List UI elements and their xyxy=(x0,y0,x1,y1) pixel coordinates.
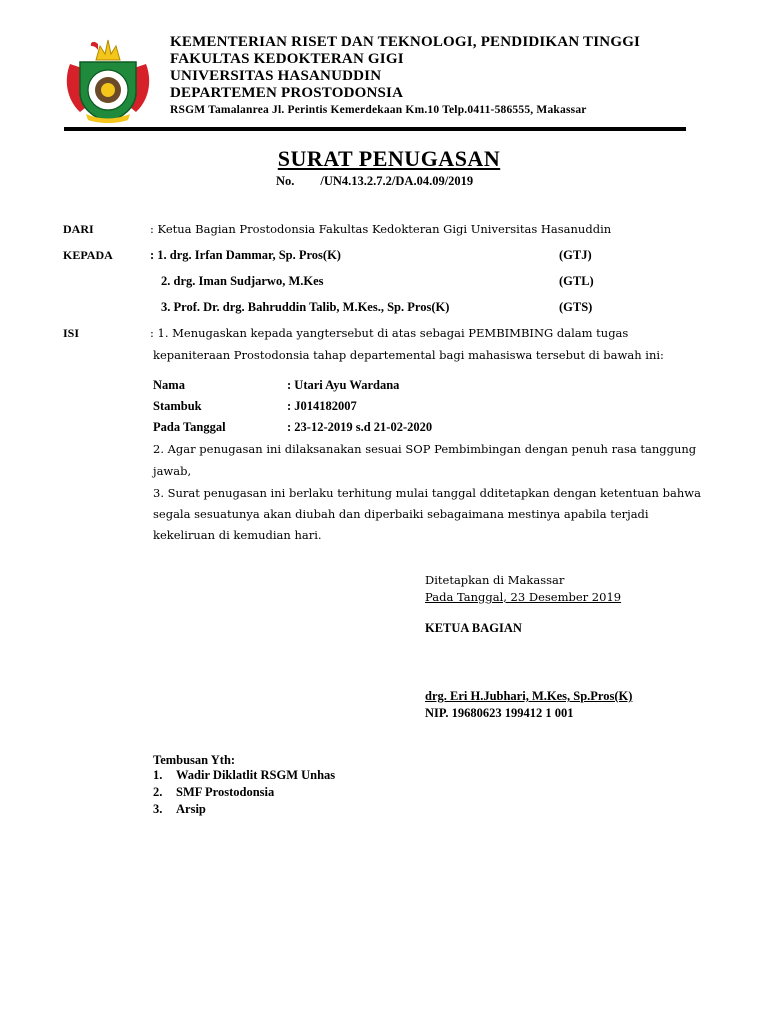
student-id-key: Stambuk xyxy=(153,399,202,413)
tembusan-title: Tembusan Yth: xyxy=(153,753,236,767)
kepada-label: KEPADA xyxy=(63,248,113,262)
isi-point2-line1: 2. Agar penugasan ini dilaksanakan sesuai SOP Pembimbingan dengan penuh rasa tanggung xyxy=(153,442,697,456)
isi-point3-line3: kekeliruan di kemudian hari. xyxy=(153,528,322,542)
header-faculty: FAKULTAS KEDOKTERAN GIGI xyxy=(170,51,404,67)
header-address: RSGM Tamalanrea Jl. Perintis Kemerdekaan Km.10 Telp.0411-586555, Makassar xyxy=(170,104,587,116)
signature-date: Pada Tanggal, 23 Desember 2019 xyxy=(425,590,622,604)
kepada-code-2: (GTL) xyxy=(559,274,594,288)
signatory-nip: NIP. 19680623 199412 1 001 xyxy=(425,706,574,720)
tembusan-num-1: 1. xyxy=(153,768,163,782)
kepada-code-3: (GTS) xyxy=(559,300,593,314)
student-date-key: Pada Tanggal xyxy=(153,420,226,434)
isi-point3-line1: 3. Surat penugasan ini berlaku terhitung mulai tanggal dditetapkan dengan ketentuan bahwa xyxy=(153,486,701,500)
signature-role: KETUA BAGIAN xyxy=(425,621,522,635)
document-title: SURAT PENUGASAN xyxy=(277,146,501,171)
tembusan-item-2: SMF Prostodonsia xyxy=(176,785,275,799)
header-divider xyxy=(64,127,686,131)
dari-label: DARI xyxy=(63,222,94,236)
tembusan-item-3: Arsip xyxy=(176,802,206,816)
kepada-item-3: 3. Prof. Dr. drg. Bahruddin Talib, M.Kes., Sp. Pros(K) xyxy=(161,300,450,314)
university-crest-icon xyxy=(60,34,156,124)
tembusan-item-1: Wadir Diklatlit RSGM Unhas xyxy=(176,768,336,782)
header-ministry: KEMENTERIAN RISET DAN TEKNOLOGI, PENDIDIKAN TINGGI xyxy=(170,34,641,50)
isi-point1-line2: kepaniteraan Prostodonsia tahap departemental bagi mahasiswa tersebut di bawah ini: xyxy=(153,348,664,362)
signatory-name: drg. Eri H.Jubhari, M.Kes, Sp.Pros(K) xyxy=(425,689,633,703)
tembusan-num-3: 3. xyxy=(153,802,163,816)
tembusan-num-2: 2. xyxy=(153,785,163,799)
kepada-item-1: : 1. drg. Irfan Dammar, Sp. Pros(K) xyxy=(150,248,341,262)
dari-value: : Ketua Bagian Prostodonsia Fakultas Kedokteran Gigi Universitas Hasanuddin xyxy=(150,222,612,236)
header-department: DEPARTEMEN PROSTODONSIA xyxy=(170,85,404,101)
kepada-code-1: (GTJ) xyxy=(559,248,592,262)
student-name-key: Nama xyxy=(153,378,185,392)
student-name-value: : Utari Ayu Wardana xyxy=(287,378,400,392)
header-university: UNIVERSITAS HASANUDDIN xyxy=(170,68,382,84)
document-number xyxy=(276,174,473,189)
signature-place: Ditetapkan di Makassar xyxy=(425,573,565,587)
isi-point2-line2: jawab, xyxy=(153,464,192,478)
isi-point3-line2: segala sesuatunya akan diubah dan diperbaiki sebagaimana mestinya apabila terjadi xyxy=(153,507,649,521)
kepada-item-2: 2. drg. Iman Sudjarwo, M.Kes xyxy=(161,274,324,288)
number-value: /UN4.13.2.7.2/DA.04.09/2019 xyxy=(320,174,474,188)
number-label: No. xyxy=(276,174,295,188)
isi-point1-line1: : 1. Menugaskan kepada yangtersebut di atas sebagai PEMBIMBING dalam tugas xyxy=(150,326,629,340)
student-date-value: : 23-12-2019 s.d 21-02-2020 xyxy=(287,420,433,434)
student-id-value: : J014182007 xyxy=(287,399,357,413)
isi-label: ISI xyxy=(63,326,80,340)
